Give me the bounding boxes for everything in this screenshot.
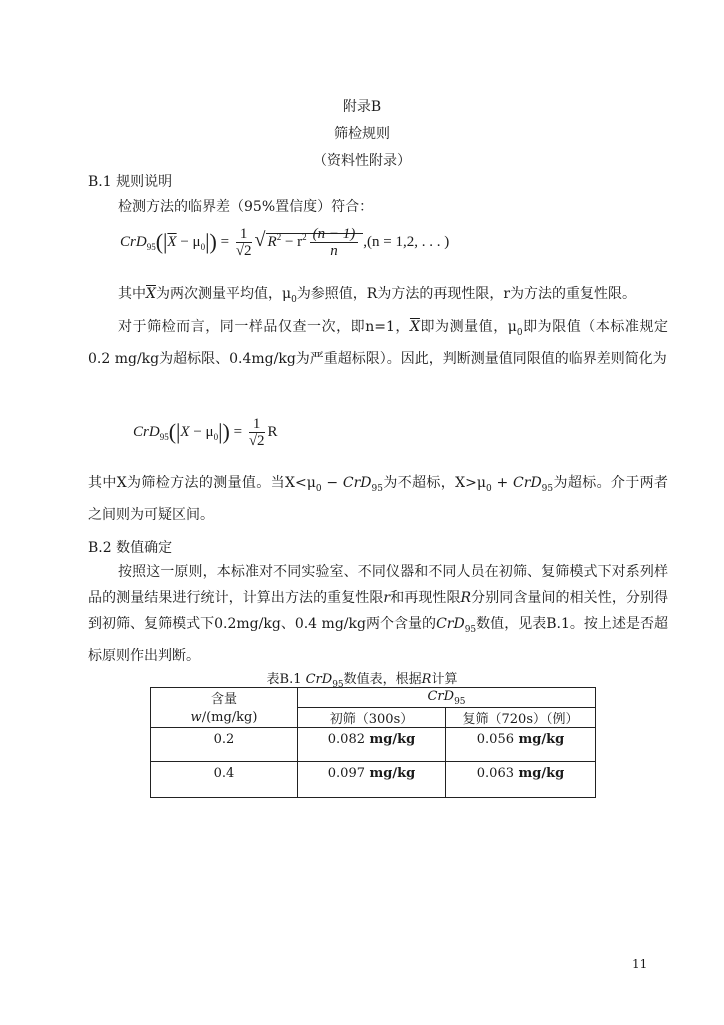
section-b2-heading: B.2 数值确定 (88, 540, 173, 556)
section-b1-heading: B.1 规则说明 (88, 174, 173, 190)
appendix-subtitle: （资料性附录） (313, 153, 411, 169)
crd-table (150, 687, 596, 798)
section-b1-para2: 对于筛检而言，同一样品仅查一次，即n=1，$\overline{X}$即为测量值，$\mu_0$即为限值（本标准规定0.2 mg/kg为超标限、0.4mg/kg为严重超标限）。因此，判断测量值同限值的临界差则简化为 (88, 319, 669, 367)
section-b1-para3: 其中X为筛检方法的测量值。当$X<\mu_0 - CrD_{95}$为不超标，$X>\mu_0 + CrD_{95}$为超标。介于两者之间则为可疑区间。 (88, 475, 669, 523)
table-caption: 表B.1 CrD$_{95}$数值表，根据R计算 (266, 672, 458, 690)
formula-simplified: $CrD_{95}(|X - \mu_0|)$ = $\frac{1}{√2}$ R (133, 416, 278, 449)
table-row-content: 0.4 (151, 762, 298, 798)
section-b2-para1: 按照这一原则，本标准对不同实验室、不同仪器和不同人员在初筛、复筛模式下对系列样品的测量结果进行统计，计算出方法的重复性限r和再现性限R分别同含量间的相关性，分别得到初筛、复筛模式下0.2mg/kg、0.4 mg/kg两个含量的CrD$_{95}$数值，见表B.1。按上述是否超标原则作出判断。 (88, 564, 669, 664)
appendix-label: 附录B (342, 99, 382, 115)
table-header-screening: 初筛（300s） (298, 708, 446, 728)
table-cell-screening: 0.082 mg/kg (298, 728, 446, 762)
table-cell-rescreening: 0.063 mg/kg (446, 762, 596, 798)
section-b1-intro: 检测方法的临界差（95%置信度）符合： (118, 199, 374, 215)
appendix-title: 筛检规则 (334, 126, 390, 142)
page-number: 11 (632, 957, 648, 971)
table-cell-screening: 0.097 mg/kg (298, 762, 446, 798)
table-cell-rescreening: 0.056 mg/kg (446, 728, 596, 762)
table-row-content: 0.2 (151, 728, 298, 762)
table-header-rescreening: 复筛（720s）（例） (446, 708, 596, 728)
table-header-crd: CrD$_{95}$ (298, 688, 596, 708)
table-header-unit: w/(mg/kg) (151, 708, 298, 728)
section-b1-para1: 其中$\overline{X}$为两次测量平均值，$\mu_0$为参照值，R为方法的再现性限，r为方法的重复性限。 (118, 286, 637, 305)
table-header-content: 含量 (151, 688, 298, 708)
formula-critical-difference: $CrD_{95}(|\overline{X} - \mu_0|)$ = $\frac{1}{√2}$ √ $R^2 - r^2$ $\frac{(n - 1)}{n}$ ,(n = 1,2, . . . ) (120, 226, 450, 259)
